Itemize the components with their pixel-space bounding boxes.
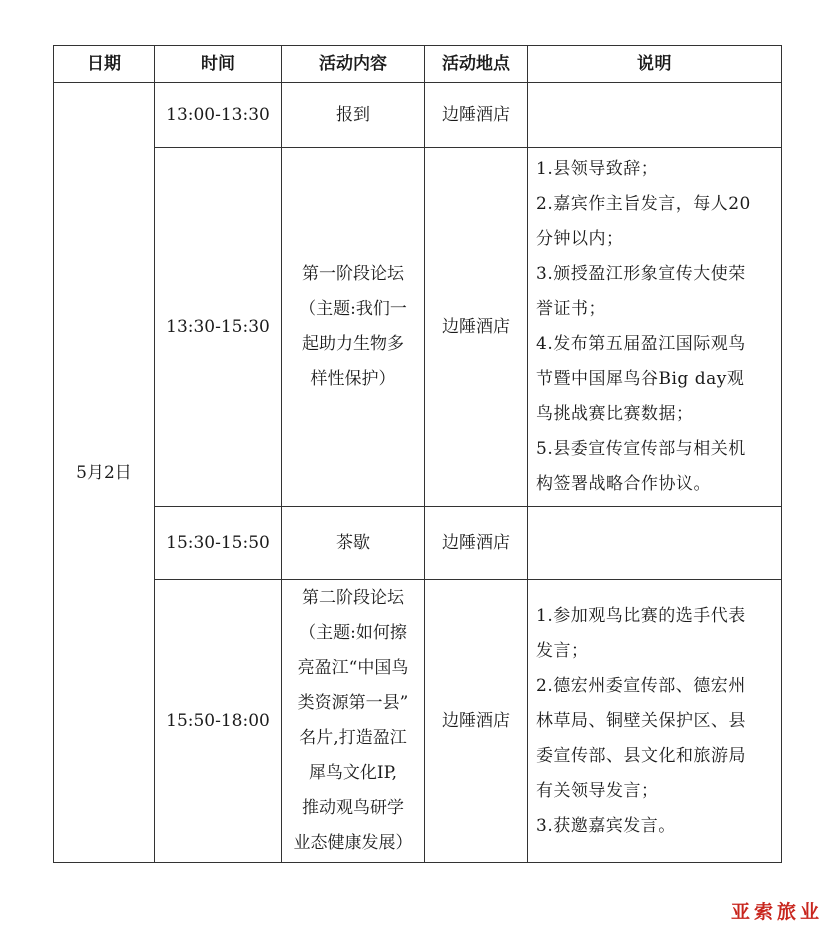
note-line: 1.参加观鸟比赛的选手代表 [536, 605, 746, 626]
notes-cell [528, 83, 782, 148]
activity-line: 类资源第一县” [297, 693, 409, 713]
notes-cell [528, 507, 782, 580]
time-cell: 15:30-15:50 [155, 507, 282, 580]
table-row [54, 507, 782, 580]
note-line: 节暨中国犀鸟谷Big day观 [536, 369, 745, 389]
notes-cell [528, 148, 782, 507]
note-line: 1.县领导致辞； [536, 159, 659, 179]
location-cell: 边陲酒店 [425, 83, 528, 148]
activity-line: 第二阶段论坛 [302, 588, 404, 608]
activity-line: 第一阶段论坛 [302, 264, 404, 284]
activity-line: 犀鸟文化IP, [308, 763, 398, 783]
time-cell: 13:00-13:30 [155, 83, 282, 148]
note-line: 鸟挑战赛比赛数据； [536, 404, 694, 424]
location-cell: 边陲酒店 [425, 148, 528, 507]
header-activity: 活动内容 [282, 46, 425, 83]
watermark: 亚索旅业 [730, 901, 823, 923]
activity-line: 名片,打造盈江 [299, 728, 407, 748]
activity-line: 报到 [336, 104, 370, 125]
note-line: 2.德宏州委宣传部、德宏州 [536, 675, 746, 696]
activity-line: 样性保护） [310, 369, 396, 389]
table-row [54, 83, 782, 148]
notes-cell [528, 580, 782, 863]
location-cell: 边陲酒店 [425, 580, 528, 863]
note-line: 有关领导发言； [536, 780, 659, 801]
activity-cell [282, 507, 425, 580]
activity-line: 茶歇 [336, 532, 370, 553]
activity-line: （主题:我们一 [299, 299, 407, 319]
note-line: 分钟以内； [536, 229, 624, 249]
header-notes: 说明 [528, 46, 782, 83]
note-line: 4.发布第五届盈江国际观鸟 [536, 334, 746, 354]
note-line: 3.获邀嘉宾发言。 [536, 815, 676, 836]
location-cell: 边陲酒店 [425, 507, 528, 580]
note-line: 3.颁授盈江形象宣传大使荣 [536, 264, 746, 284]
time-cell: 15:50-18:00 [155, 580, 282, 863]
activity-line: 推动观鸟研学 [302, 798, 404, 818]
activity-line: （主题:如何擦 [299, 623, 407, 643]
activity-line: 起助力生物多 [302, 334, 404, 354]
activity-cell [282, 580, 425, 863]
note-line: 委宣传部、县文化和旅游局 [536, 745, 746, 766]
note-line: 发言； [536, 640, 589, 661]
activity-cell [282, 148, 425, 507]
date-cell: 5月2日 [54, 83, 155, 863]
activity-cell [282, 83, 425, 148]
time-cell: 13:30-15:30 [155, 148, 282, 507]
header-date: 日期 [54, 46, 155, 83]
activity-line: 业态健康发展） [293, 833, 413, 853]
header-time: 时间 [155, 46, 282, 83]
note-line: 构签署战略合作协议。 [536, 474, 711, 494]
table-row [54, 580, 782, 863]
note-line: 5.县委宣传宣传部与相关机 [536, 439, 746, 459]
table-row [54, 148, 782, 507]
schedule-table [53, 45, 782, 863]
header-row [54, 46, 782, 83]
note-line: 林草局、铜壁关保护区、县 [536, 710, 746, 731]
header-location: 活动地点 [425, 46, 528, 83]
activity-line: 亮盈江“中国鸟 [297, 658, 409, 678]
note-line: 2.嘉宾作主旨发言，每人20 [536, 194, 751, 214]
note-line: 誉证书； [536, 299, 606, 319]
